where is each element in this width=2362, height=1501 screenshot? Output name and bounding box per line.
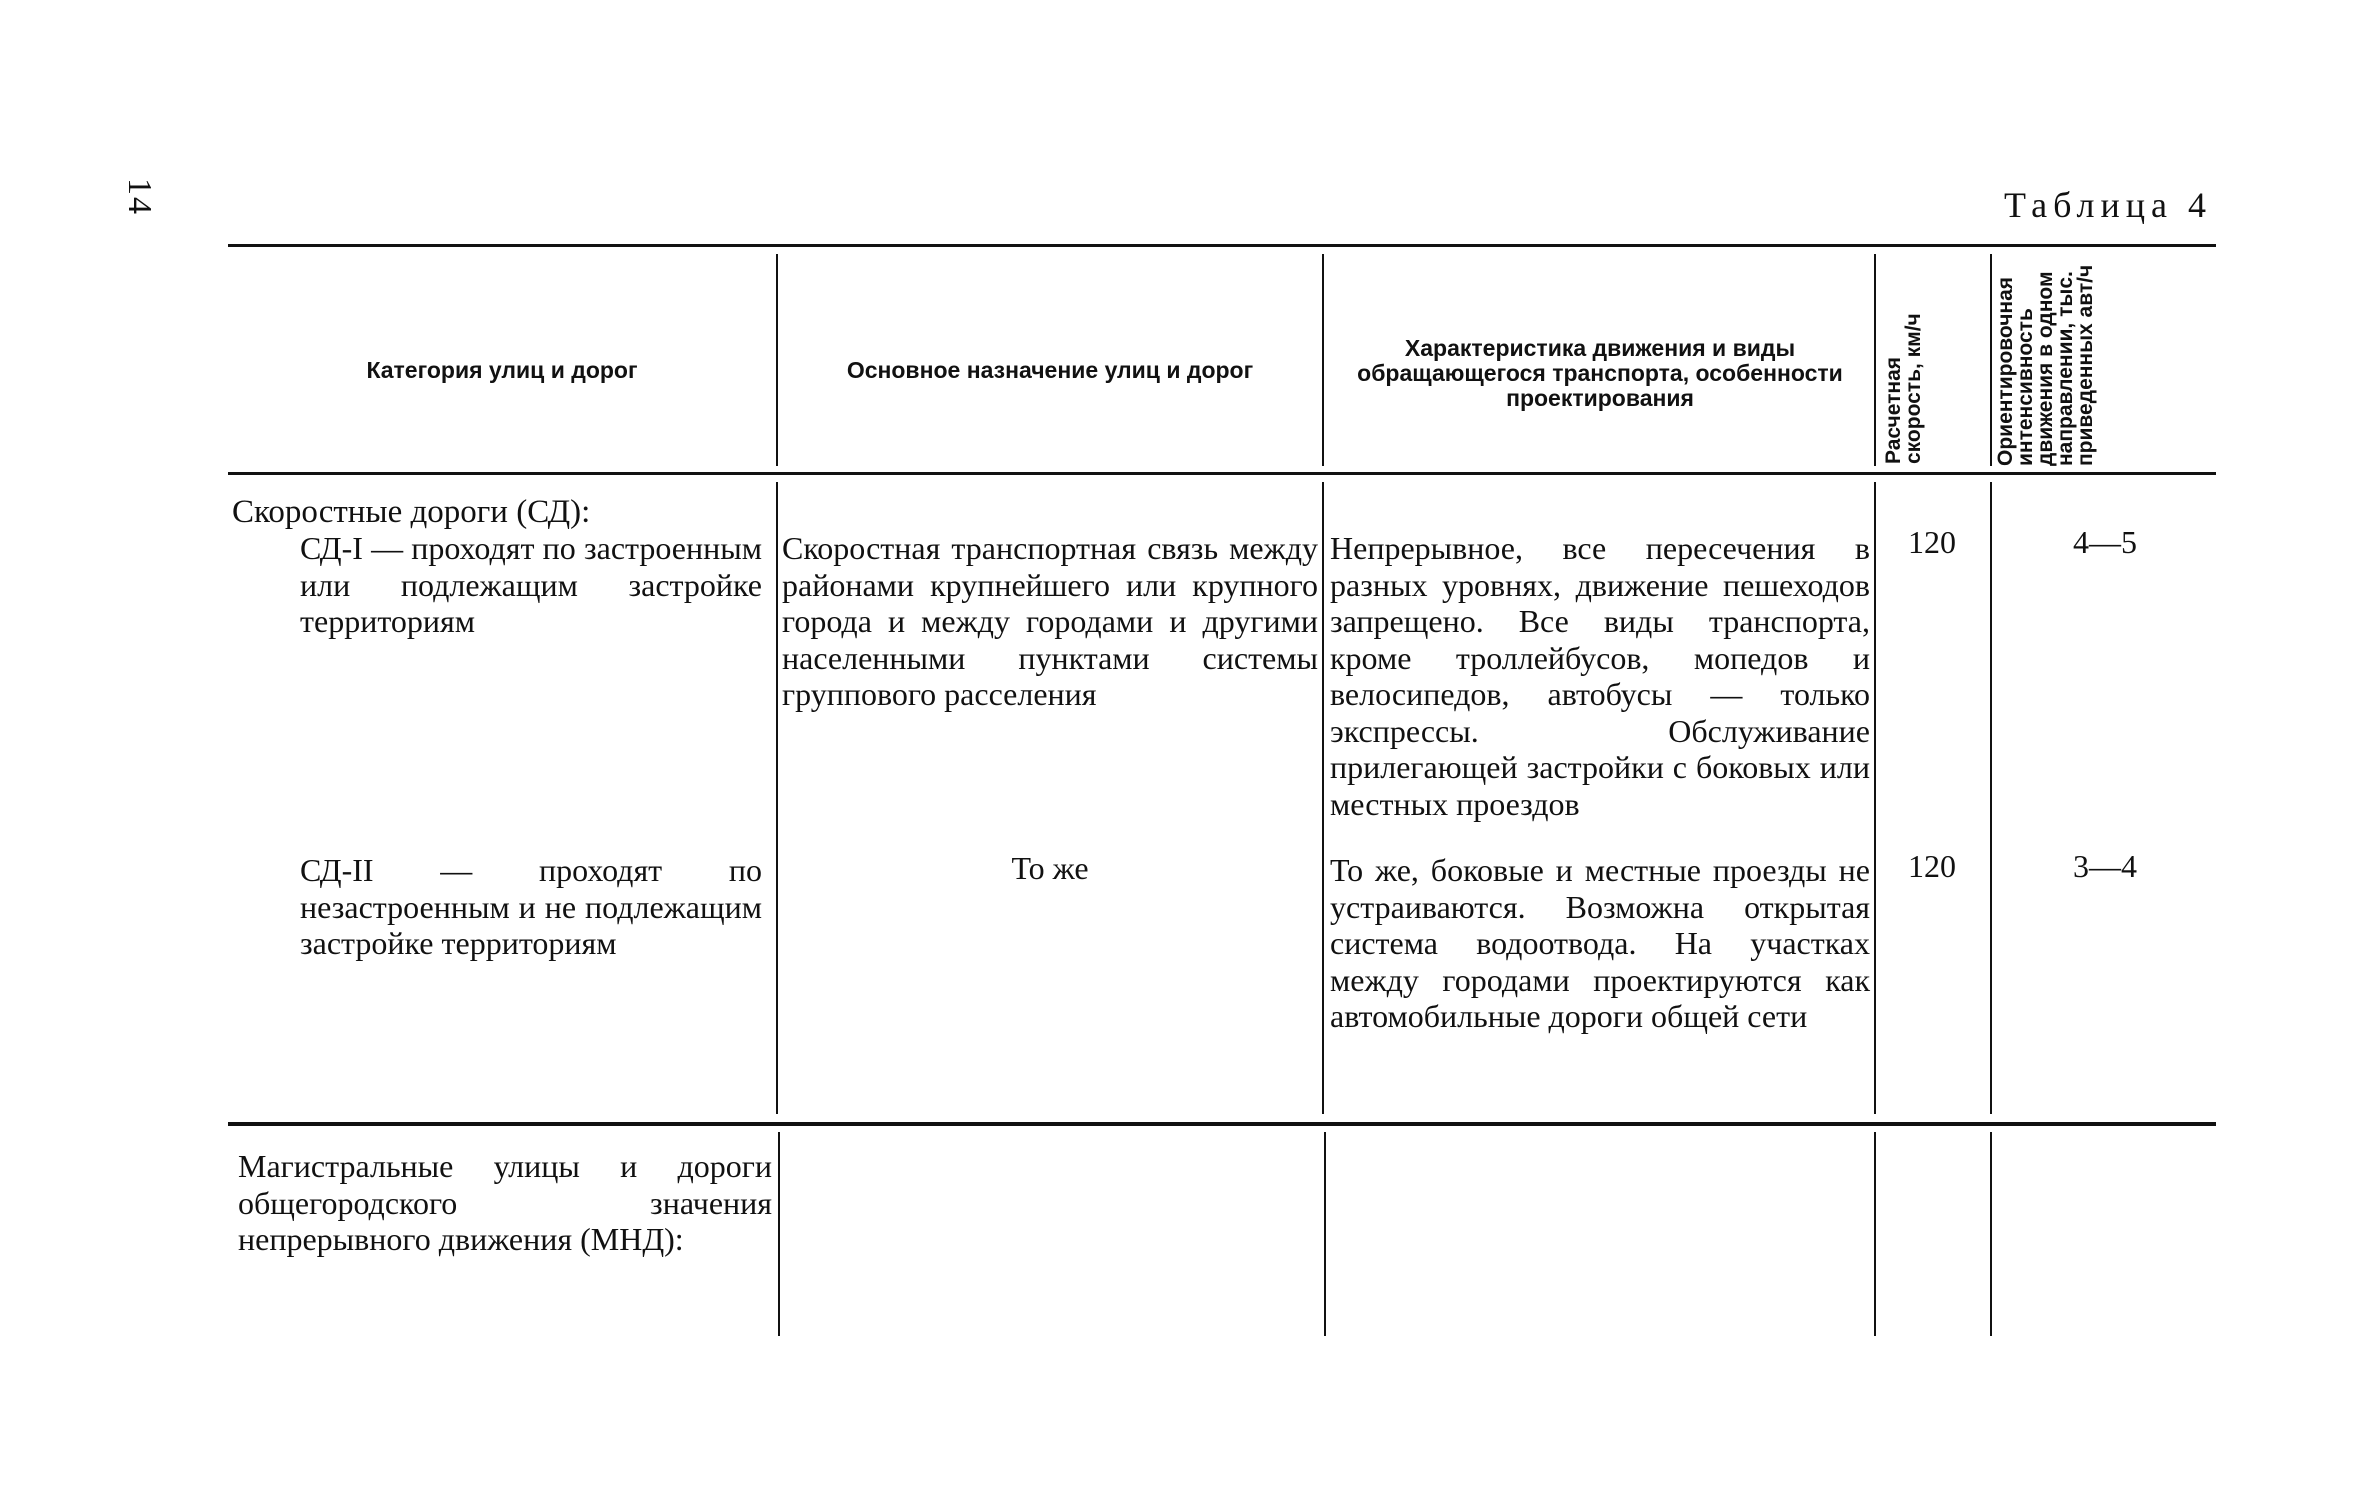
- row-sd2-category: СД-II — проходят по незастроенным и не подлежащим застройке территориям: [300, 852, 762, 961]
- row-sd1-category: СД-I — проходят по застроенным или подлежащим застройке территориям: [300, 530, 762, 639]
- row-sd2-speed: 120: [1908, 848, 1956, 884]
- header-bottom-rule: [228, 472, 2216, 475]
- column-divider: [1324, 1132, 1326, 1336]
- column-divider: [1874, 1132, 1876, 1336]
- row-sd1-speed: 120: [1908, 524, 1956, 560]
- group-title-sd: Скоростные дороги (СД):: [232, 494, 591, 530]
- table-top-rule: [228, 244, 2216, 247]
- group-separator-rule: [228, 1122, 2216, 1126]
- column-divider: [776, 254, 778, 466]
- row-sd2-characteristics: То же, боковые и местные проезды не устраиваются. Возможна открытая система водоотвода. На участках между городами проектируются как автомобильные дороги общей сети: [1330, 852, 1870, 1034]
- header-intensity: Ориентировочная интенсивность движения в одном направлении, тыс. приведенных авт/ч: [1994, 264, 2097, 466]
- column-divider: [1990, 482, 1992, 1114]
- row-sd1-characteristics: Непрерывное, все пересечения в разных уровнях, движение пешеходов запрещено. Все виды транспорта, кроме троллейбусов, мопедов и велосипедов, автобусы — только экспрессы. Обслуживание прилегающей застройки с боковых или местных проездов: [1330, 530, 1870, 822]
- header-speed: Расчетная скорость, км/ч: [1882, 313, 1925, 464]
- column-divider: [1874, 482, 1876, 1114]
- group-title-mnd: Магистральные улицы и дороги общегородского значения непрерывного движения (МНД):: [238, 1148, 772, 1257]
- row-sd1-intensity: 4—5: [2073, 524, 2137, 560]
- column-divider: [1322, 254, 1324, 466]
- header-category: Категория улиц и дорог: [366, 357, 638, 383]
- row-sd1-purpose: Скоростная транспортная связь между районами крупнейшего или крупного города и между городами и другими населенными пунктами системы группового расселения: [782, 530, 1318, 712]
- column-divider: [1322, 482, 1324, 1114]
- column-divider: [778, 1132, 780, 1336]
- row-sd2-purpose: То же: [1011, 850, 1089, 886]
- row-sd2-intensity: 3—4: [2073, 848, 2137, 884]
- header-purpose: Основное назначение улиц и дорог: [846, 357, 1254, 383]
- column-divider: [1874, 254, 1876, 466]
- column-divider: [776, 482, 778, 1114]
- column-divider: [1990, 1132, 1992, 1336]
- page-number: 14: [121, 178, 158, 216]
- table-title: Таблица 4: [2004, 185, 2212, 225]
- header-characteristics: Характеристика движения и виды обращающегося транспорта, особенности проектирования: [1357, 335, 1843, 411]
- column-divider: [1990, 254, 1992, 466]
